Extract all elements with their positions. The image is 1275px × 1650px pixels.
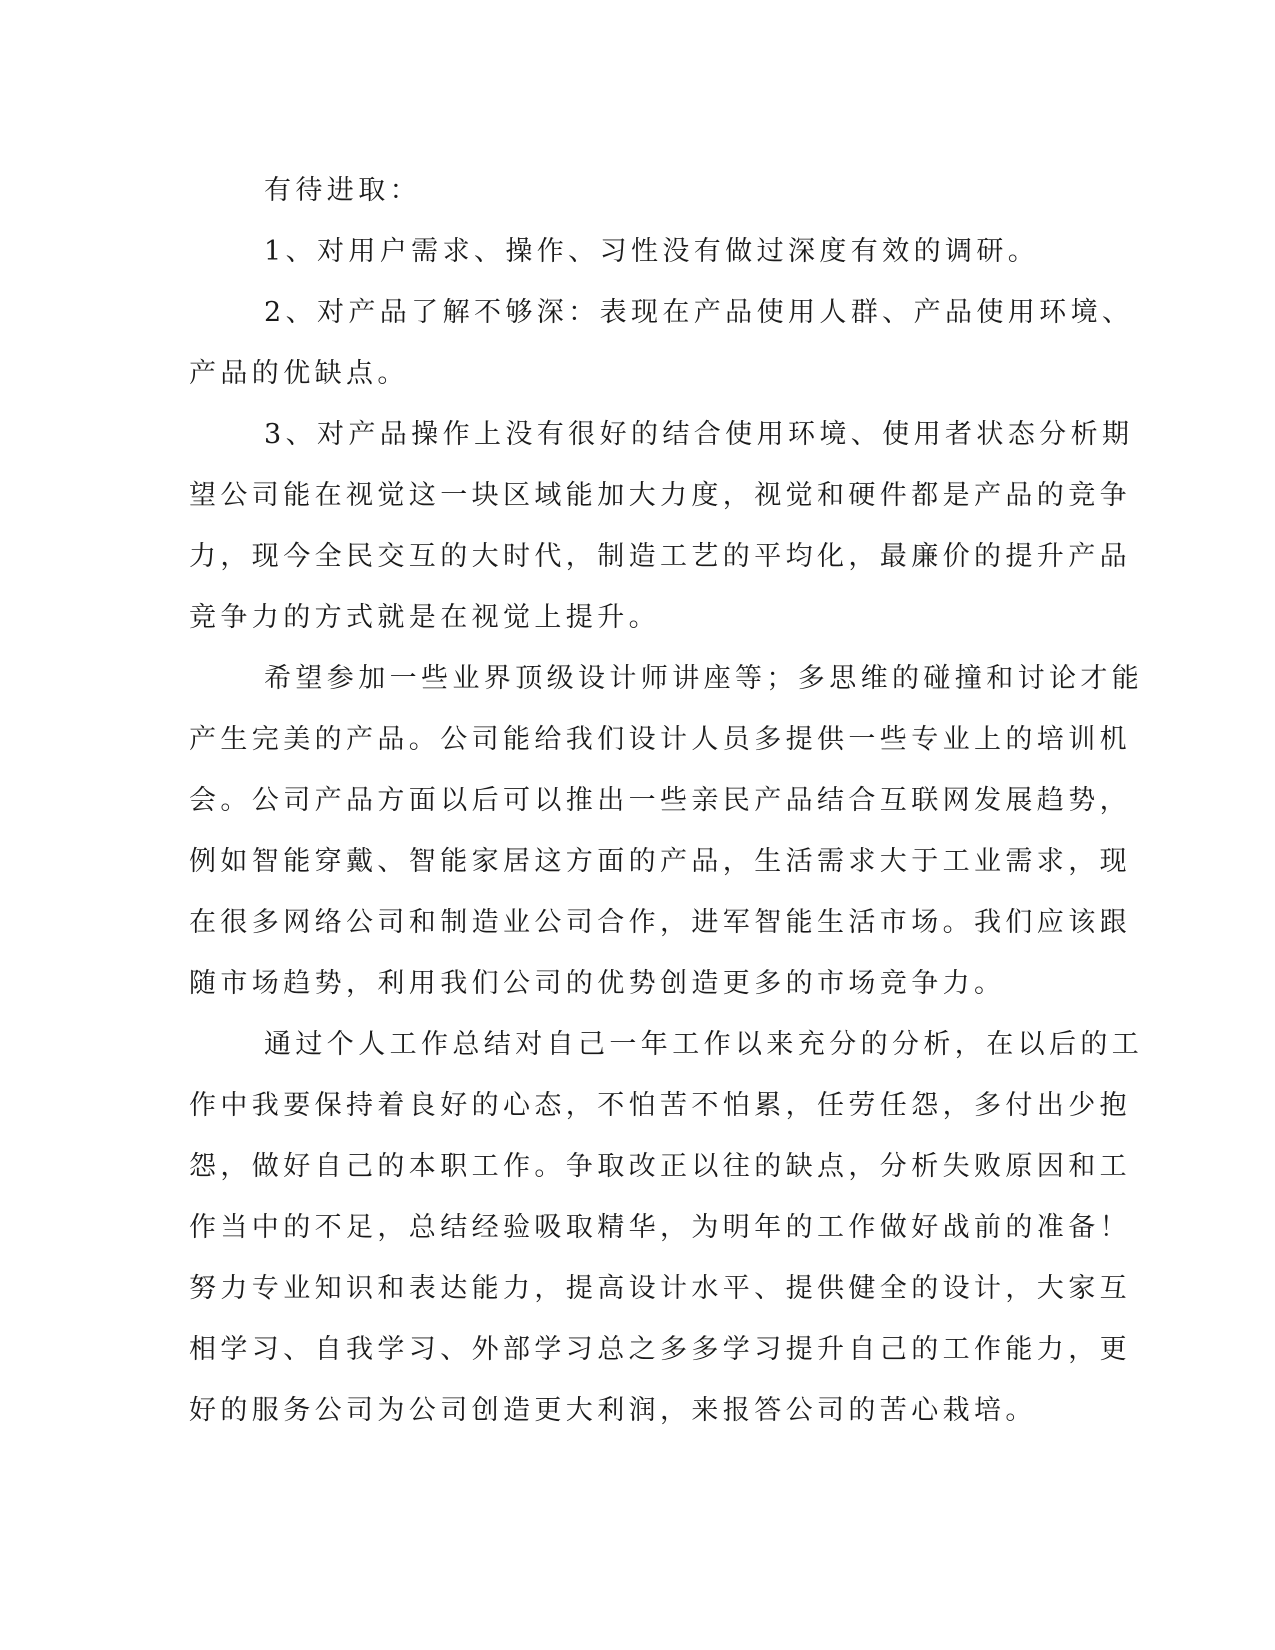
text-line: 例如智能穿戴、智能家居这方面的产品，生活需求大于工业需求，现 [189,846,1131,877]
text-line: 力，现今全民交互的大时代，制造工艺的平均化，最廉价的提升产品 [189,541,1131,572]
text-line: 作中我要保持着良好的心态，不怕苦不怕累，任劳任怨，多付出少抱 [189,1090,1131,1121]
text-line: 3、对产品操作上没有很好的结合使用环境、使用者状态分析期 [264,419,1134,450]
text-line: 随市场趋势，利用我们公司的优势创造更多的市场竞争力。 [189,968,1006,999]
text-line: 怨，做好自己的本职工作。争取改正以往的缺点，分析失败原因和工 [189,1151,1131,1182]
text-line: 2、对产品了解不够深：表现在产品使用人群、产品使用环境、 [264,297,1134,328]
paragraph-item-3 [189,404,1134,648]
paragraph-item-1 [189,221,1069,282]
text-line: 产生完美的产品。公司能给我们设计人员多提供一些专业上的培训机 [189,724,1131,755]
text-line: 希望参加一些业界顶级设计师讲座等；多思维的碰撞和讨论才能 [264,663,1144,694]
document-body [189,160,1144,1441]
paragraph-heading [189,160,1069,221]
text-line: 努力专业知识和表达能力，提高设计水平、提供健全的设计，大家互 [189,1273,1131,1304]
text-line: 产品的优缺点。 [189,358,409,389]
text-line: 作当中的不足，总结经验吸取精华，为明年的工作做好战前的准备！ [189,1212,1131,1243]
paragraph-item-2 [189,282,1134,404]
text-line: 有待进取： [264,175,421,206]
paragraph-hope [189,648,1144,1014]
text-line: 好的服务公司为公司创造更大利润，来报答公司的苦心栽培。 [189,1395,1037,1426]
text-line: 竞争力的方式就是在视觉上提升。 [189,602,660,633]
text-line: 相学习、自我学习、外部学习总之多多学习提升自己的工作能力，更 [189,1334,1131,1365]
text-line: 望公司能在视觉这一块区域能加大力度，视觉和硬件都是产品的竞争 [189,480,1131,511]
text-line: 在很多网络公司和制造业公司合作，进军智能生活市场。我们应该跟 [189,907,1131,938]
text-line: 通过个人工作总结对自己一年工作以来充分的分析，在以后的工 [264,1029,1144,1060]
paragraph-summary [189,1014,1144,1441]
text-line: 会。公司产品方面以后可以推出一些亲民产品结合互联网发展趋势， [189,785,1131,816]
text-line: 1、对用户需求、操作、习性没有做过深度有效的调研。 [264,236,1040,267]
